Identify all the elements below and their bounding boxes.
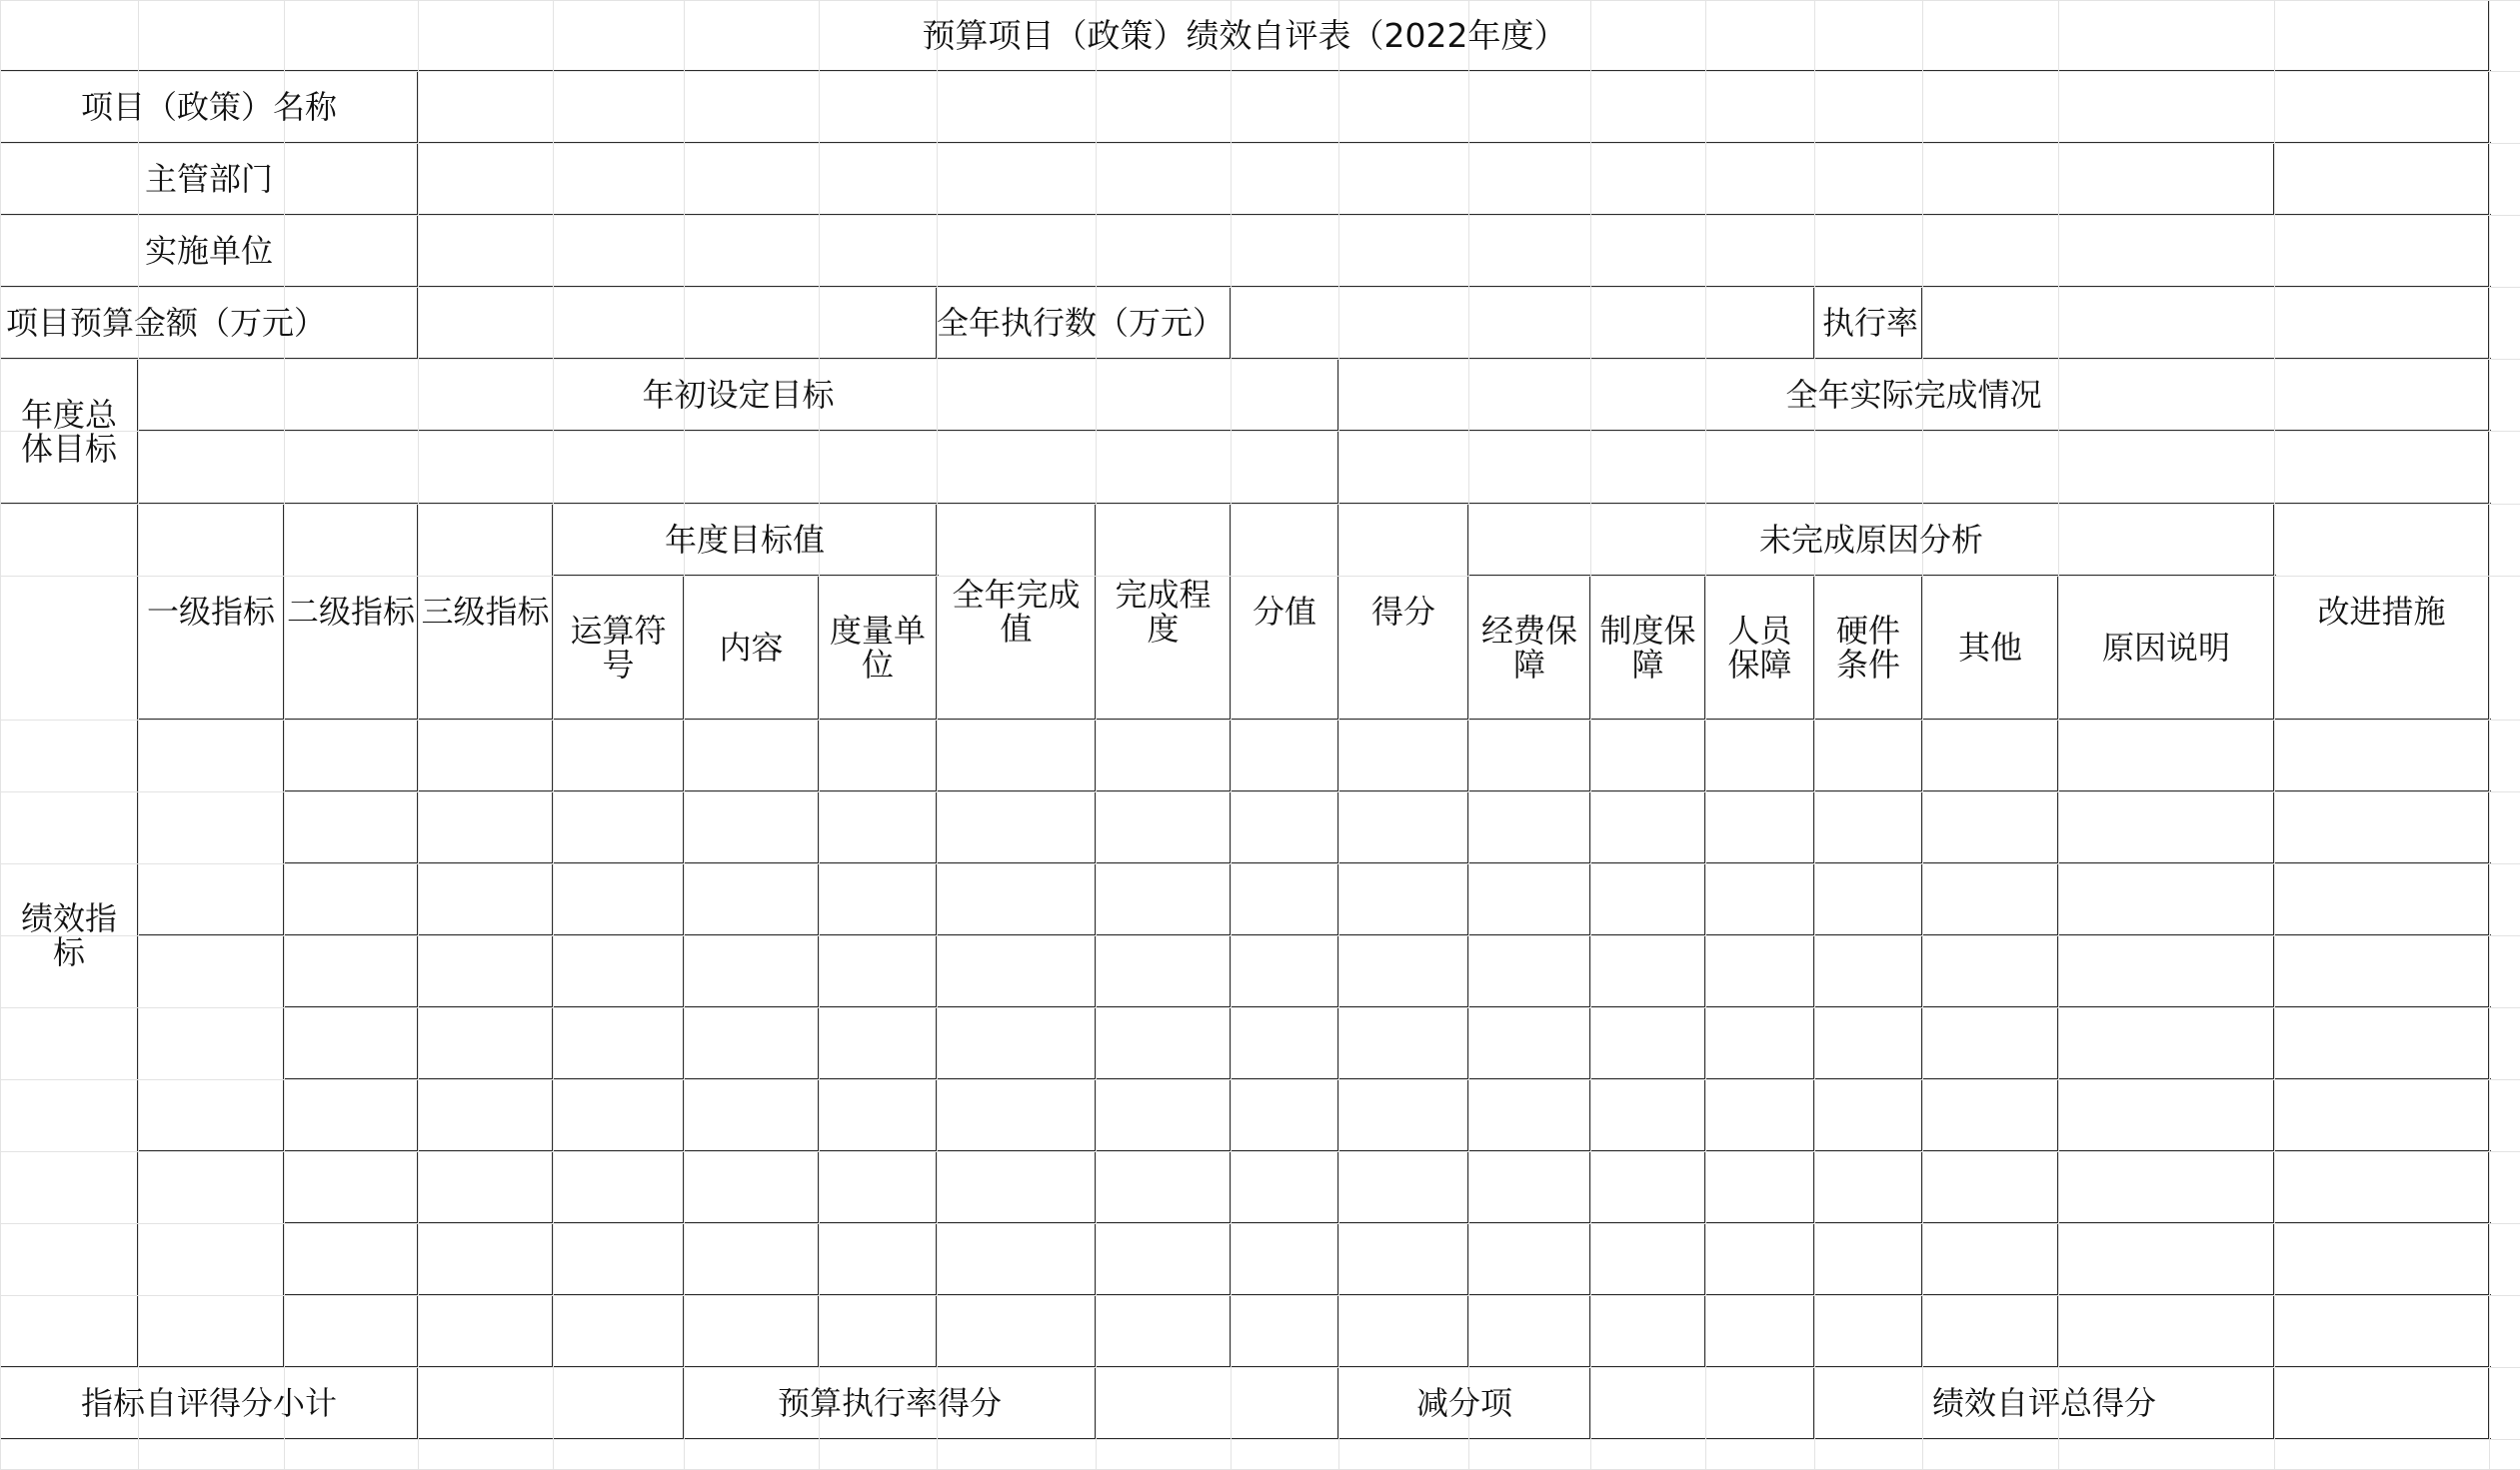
grid-line	[0, 720, 2520, 721]
grid-line	[0, 863, 2520, 864]
grid-line	[1231, 0, 1232, 1469]
grid-line	[0, 1151, 2520, 1152]
project-name-value[interactable]	[418, 71, 2489, 143]
grid-line	[0, 431, 2520, 432]
header-unit: 度量单位	[829, 612, 926, 684]
budget-label: 项目预算金额（万元）	[6, 304, 327, 342]
footer-subtotal-label: 指标自评得分小计	[80, 1384, 337, 1422]
grid-line	[1096, 0, 1097, 1469]
grid-line	[2274, 0, 2275, 1469]
grid-line	[2489, 0, 2490, 1469]
sheet-title: 预算项目（政策）绩效自评表（2022年度）	[922, 15, 1567, 55]
dept-value[interactable]	[418, 143, 2274, 215]
header-explain: 原因说明	[2101, 629, 2230, 667]
grid-line	[0, 1439, 2520, 1440]
footer-total-label: 绩效自评总得分	[1931, 1384, 2156, 1422]
header-points: 分值	[1252, 593, 1316, 631]
header-staff: 人员保障	[1727, 612, 1792, 684]
grid-line	[0, 1007, 2520, 1008]
unit-label: 实施单位	[144, 232, 273, 270]
rate-label: 执行率	[1822, 304, 1919, 342]
header-level3: 三级指标	[421, 593, 550, 631]
grid-line	[0, 1223, 2520, 1224]
grid-line	[1468, 0, 1469, 1469]
grid-line	[0, 1079, 2520, 1080]
header-operator: 运算符号	[570, 612, 667, 684]
grid-line	[0, 935, 2520, 936]
header-score: 得分	[1370, 593, 1435, 631]
actual-label: 全年实际完成情况	[1785, 376, 2042, 414]
header-other: 其他	[1957, 629, 2022, 667]
grid-line	[553, 0, 554, 1469]
header-funding: 经费保障	[1480, 612, 1577, 684]
header-annual-done: 全年完成值	[952, 576, 1081, 648]
header-level2: 二级指标	[286, 593, 415, 631]
header-content: 内容	[719, 629, 784, 667]
grid-line	[0, 791, 2520, 792]
grid-line	[819, 0, 820, 1469]
executed-label: 全年执行数（万元）	[937, 304, 1226, 342]
header-degree: 完成程度	[1115, 576, 1212, 648]
grid-line	[1814, 0, 1815, 1469]
header-reasons-group: 未完成原因分析	[1758, 521, 1983, 559]
footer-budget-score-label: 预算执行率得分	[777, 1384, 1002, 1422]
grid-line	[2058, 0, 2059, 1469]
footer-deduction-label: 减分项	[1415, 1384, 1512, 1422]
header-level1: 一级指标	[146, 593, 275, 631]
annual-goal-label: 年度总体目标	[20, 395, 117, 468]
grid-line	[1590, 0, 1591, 1469]
grid-line	[1705, 0, 1706, 1469]
grid-line	[937, 0, 938, 1469]
initial-goal-label: 年初设定目标	[642, 376, 835, 414]
grid-line	[418, 0, 419, 1469]
project-name-label: 项目（政策）名称	[80, 88, 337, 126]
grid-line	[1338, 0, 1339, 1469]
header-target-group: 年度目标值	[664, 521, 825, 559]
grid-line	[684, 0, 685, 1469]
grid-line	[0, 1295, 2520, 1296]
indicators-label: 绩效指标	[20, 899, 117, 971]
header-hardware: 硬件条件	[1835, 612, 1900, 684]
dept-label: 主管部门	[144, 160, 273, 198]
header-system: 制度保障	[1599, 612, 1696, 684]
grid-line	[1922, 0, 1923, 1469]
header-improve: 改进措施	[2317, 593, 2446, 631]
